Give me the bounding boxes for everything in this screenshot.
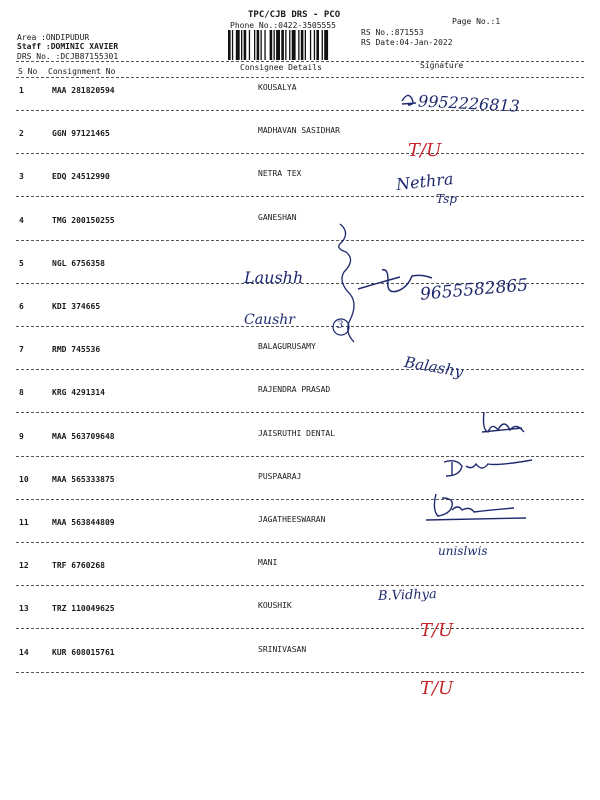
row12-signature: B.Vidhya xyxy=(377,586,438,605)
barcode-bar xyxy=(298,30,299,60)
column-header-signature: Signature xyxy=(420,61,464,70)
barcode-bar xyxy=(249,30,250,60)
row7-signature: Balashy xyxy=(402,352,465,382)
row14-tu-mark: T/U xyxy=(420,678,454,699)
row-consignee: BALAGURUSAMY xyxy=(258,342,316,351)
row-separator xyxy=(16,456,584,457)
row-sno: 12 xyxy=(19,561,29,570)
barcode-bar xyxy=(274,30,275,60)
barcode-bar xyxy=(322,30,323,60)
barcode-bar xyxy=(281,30,284,60)
barcode-bar xyxy=(241,30,242,60)
row-sno: 4 xyxy=(19,216,24,225)
row-consignment-no: KDI 374665 xyxy=(52,302,101,311)
row5-handwritten-name: Laushh xyxy=(244,268,304,287)
row-consignment-no: TRZ 110049625 xyxy=(52,604,115,613)
row-consignee: MANI xyxy=(258,558,278,567)
barcode-bar xyxy=(301,30,304,60)
barcode-bar xyxy=(305,30,306,60)
row-separator xyxy=(16,499,584,500)
row10-signature xyxy=(426,494,526,520)
row-sno: 14 xyxy=(19,648,29,657)
document-title: TPC/CJB DRS - PCO xyxy=(248,10,341,20)
barcode-bar xyxy=(264,30,265,60)
barcode-bar xyxy=(232,30,233,60)
barcode-bar xyxy=(236,30,240,60)
rs-number: RS No.:871553 xyxy=(361,28,424,37)
row-separator xyxy=(16,542,584,543)
row-sno: 1 xyxy=(19,86,24,95)
row-separator xyxy=(16,326,584,327)
row2-tu-mark: T/U xyxy=(408,140,442,161)
row-separator xyxy=(16,672,584,673)
barcode-bar xyxy=(316,30,319,60)
row-consignee: PUSPAARAJ xyxy=(258,472,302,481)
row-consignee: GANESHAN xyxy=(258,213,297,222)
row8-signature xyxy=(482,412,524,432)
row-sno: 9 xyxy=(19,432,24,441)
row13-tu-mark: T/U xyxy=(420,620,454,641)
row5-handwritten-phone: 9655582865 xyxy=(419,275,529,305)
row-consignment-no: TMG 200150255 xyxy=(52,216,115,225)
barcode-image xyxy=(228,30,356,60)
row-sno: 2 xyxy=(19,129,24,138)
barcode-bar xyxy=(276,30,280,60)
row6-handwritten-name: Caushr xyxy=(244,312,295,328)
row-consignee: JAISRUTHI DENTAL xyxy=(258,429,336,438)
row-consignment-no: RMD 745536 xyxy=(52,345,101,354)
barcode-bar xyxy=(257,30,260,60)
barcode-bar xyxy=(270,30,273,60)
row-separator xyxy=(16,196,584,197)
header-rule-bottom xyxy=(16,77,584,78)
row6-circled-number: 3 xyxy=(337,320,344,331)
row-consignment-no: MAA 281820594 xyxy=(52,86,115,95)
row-consignment-no: MAA 563709648 xyxy=(52,432,115,441)
barcode-bar xyxy=(228,30,231,60)
row-consignment-no: MAA 563844809 xyxy=(52,518,115,527)
row1-handwritten-phone: 9952226813 xyxy=(417,91,521,116)
row-sno: 3 xyxy=(19,172,24,181)
row-consignment-no: GGN 97121465 xyxy=(52,129,110,138)
barcode-bar xyxy=(244,30,247,60)
row-consignee: KOUSALYA xyxy=(258,83,297,92)
barcode-bar xyxy=(324,30,328,60)
rs-date: RS Date:04-Jan-2022 xyxy=(361,38,453,47)
barcode-bar xyxy=(289,30,290,60)
row-consignment-no: KUR 608015761 xyxy=(52,648,115,657)
row-separator xyxy=(16,369,584,370)
header-rule-top xyxy=(16,61,584,62)
area-label: Area :ONDIPUDUR xyxy=(17,33,90,42)
row-sno: 5 xyxy=(19,259,24,268)
barcode-bar xyxy=(285,30,286,60)
barcode-bar xyxy=(261,30,262,60)
barcode-bar xyxy=(292,30,296,60)
column-header-consignee: Consignee Details xyxy=(240,63,322,72)
row-separator xyxy=(16,628,584,629)
row3-signature: Nethra xyxy=(395,169,455,194)
row-consignee: RAJENDRA PRASAD xyxy=(258,385,331,394)
barcode-bar xyxy=(314,30,315,60)
column-header-sno: S No xyxy=(18,67,38,76)
staff-label: Staff :DOMINIC XAVIER xyxy=(17,42,119,51)
row-consignment-no: KRG 4291314 xyxy=(52,388,105,397)
row-sno: 10 xyxy=(19,475,29,484)
row3-note: Tsp xyxy=(436,192,457,206)
row9-signature xyxy=(444,460,532,476)
row-sno: 11 xyxy=(19,518,29,527)
row-sno: 13 xyxy=(19,604,29,613)
row-separator xyxy=(16,153,584,154)
row-consignee: SRINIVASAN xyxy=(258,645,307,654)
row-consignee: NETRA TEX xyxy=(258,169,302,178)
row-consignee: JAGATHEESWARAN xyxy=(258,515,326,524)
row-consignment-no: TRF 6760268 xyxy=(52,561,105,570)
drs-number: DRS No. :DCJB87155301 xyxy=(17,52,119,61)
row-consignee: KOUSHIK xyxy=(258,601,292,610)
row-sno: 6 xyxy=(19,302,24,311)
row-separator xyxy=(16,412,584,413)
barcode-bar xyxy=(310,30,311,60)
row-sno: 8 xyxy=(19,388,24,397)
row-consignment-no: NGL 6756358 xyxy=(52,259,105,268)
barcode-bar xyxy=(254,30,255,60)
row-separator xyxy=(16,240,584,241)
row11-note: unislwis xyxy=(438,544,488,558)
row-sno: 7 xyxy=(19,345,24,354)
row-separator xyxy=(16,585,584,586)
row-consignment-no: MAA 565333875 xyxy=(52,475,115,484)
phone-number: Phone No.:0422-3505555 xyxy=(230,21,336,30)
column-header-consignment: Consignment No xyxy=(48,67,116,76)
row-consignment-no: EDQ 24512990 xyxy=(52,172,110,181)
row-consignee: MADHAVAN SASIDHAR xyxy=(258,126,340,135)
page-number: Page No.:1 xyxy=(452,17,501,26)
